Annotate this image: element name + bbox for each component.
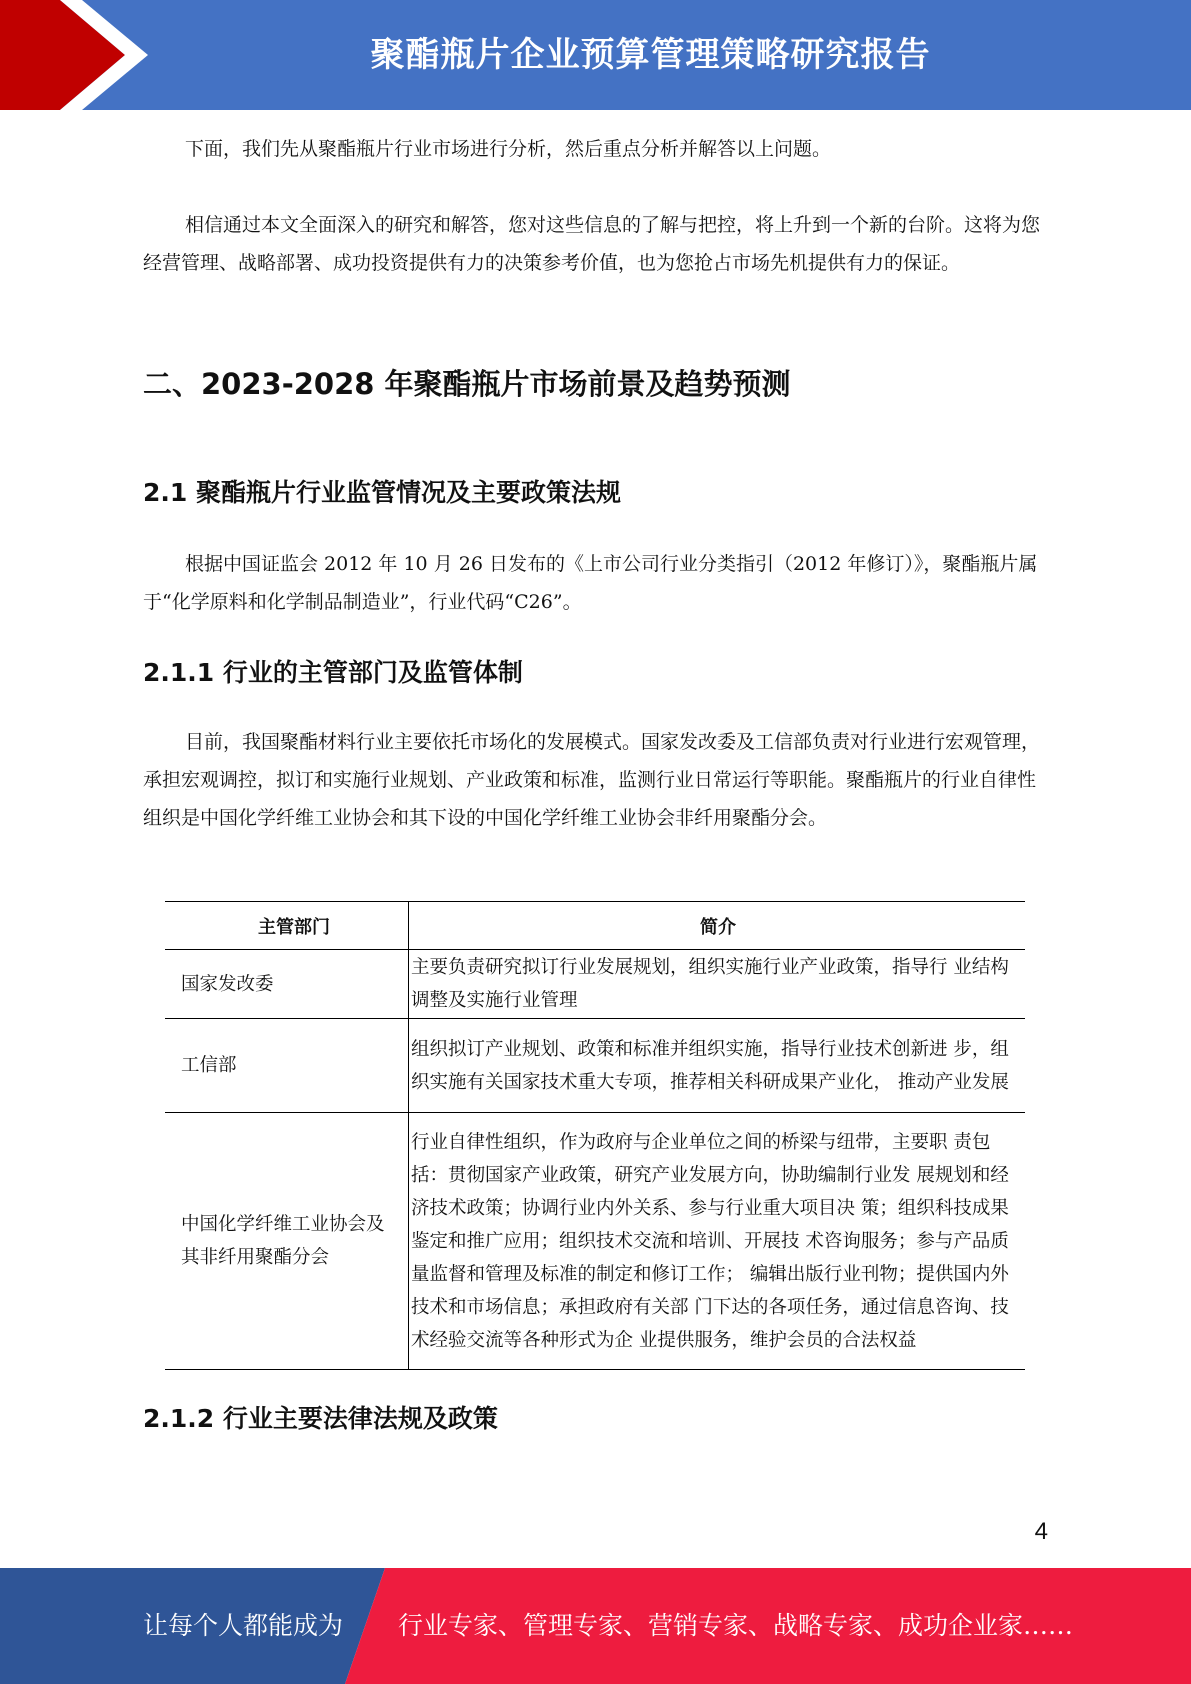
subsection-2-1-1-body bbox=[143, 723, 1045, 837]
page-header bbox=[0, 0, 1191, 110]
intro-paragraph-1: 下面，我们先从聚酯瓶片行业市场进行分析，然后重点分析并解答以上问题。 bbox=[185, 138, 832, 160]
table-cell-dept: 中国化学纤维工业协会及其非纤用聚酯分会 bbox=[165, 1113, 409, 1370]
table-header-desc: 简介 bbox=[409, 902, 1026, 950]
subsection-2-1-2-title: 2.1.2 行业主要法律法规及政策 bbox=[143, 1404, 498, 1433]
table-cell-desc: 主要负责研究拟订行业发展规划，组织实施行业产业政策，指导行 业结构调整及实施行业管理 bbox=[409, 950, 1026, 1019]
table-row bbox=[165, 1019, 1025, 1113]
page-footer bbox=[0, 1568, 1191, 1684]
table-cell-desc: 行业自律性组织，作为政府与企业单位之间的桥梁与纽带，主要职 责包括：贯彻国家产业政策，研究产业发展方向，协助编制行业发 展规划和经济技术政策；协调行业内外关系、参与行业重大项目决 策；组织科技成果鉴定和推广应用；组织技术交流和培训、开展技 术咨询服务；参与产品质量监督和管理及标准的制定和修订工作； 编辑出版行业刊物；提供国内外技术和市场信息；承担政府有关部 门下达的各项任务，通过信息咨询、技术经验交流等各种形式为企 业提供服务，维护会员的合法权益 bbox=[409, 1113, 1026, 1370]
table-cell-dept: 国家发改委 bbox=[165, 950, 409, 1019]
intro-paragraph-2: 相信通过本文全面深入的研究和解答，您对这些信息的了解与把控，将上升到一个新的台阶。这将为您经营管理、战略部署、成功投资提供有力的决策参考价值，也为您抢占市场先机提供有力的保证。 bbox=[143, 214, 1041, 274]
footer-slogan-right: 行业专家、管理专家、营销专家、战略专家、成功企业家…… bbox=[398, 1611, 1074, 1640]
table-row bbox=[165, 950, 1025, 1019]
table-header-dept: 主管部门 bbox=[165, 902, 409, 950]
subsection-2-1-body bbox=[143, 545, 1045, 621]
table-row bbox=[165, 1113, 1025, 1370]
page-number: 4 bbox=[1034, 1518, 1048, 1545]
subsection-2-1-1-paragraph: 目前，我国聚酯材料行业主要依托市场化的发展模式。国家发改委及工信部负责对行业进行宏观管理，承担宏观调控，拟订和实施行业规划、产业政策和标准，监测行业日常运行等职能。聚酯瓶片的行业自律性组织是中国化学纤维工业协会和其下设的中国化学纤维工业协会非纤用聚酯分会。 bbox=[143, 731, 1041, 829]
section-title: 二、2023-2028 年聚酯瓶片市场前景及趋势预测 bbox=[143, 367, 791, 401]
footer-slogan-left: 让每个人都能成为 bbox=[143, 1611, 344, 1640]
department-table bbox=[165, 901, 1025, 1370]
table-cell-dept: 工信部 bbox=[165, 1019, 409, 1113]
intro-section bbox=[143, 130, 1045, 282]
table-cell-desc: 组织拟订产业规划、政策和标准并组织实施，指导行业技术创新进 步，组织实施有关国家技术重大专项，推荐相关科研成果产业化， 推动产业发展 bbox=[409, 1019, 1026, 1113]
report-title: 聚酯瓶片企业预算管理策略研究报告 bbox=[370, 35, 931, 75]
table-header-row bbox=[165, 902, 1025, 950]
subsection-2-1-paragraph: 根据中国证监会 2012 年 10 月 26 日发布的《上市公司行业分类指引（2012 年修订）》，聚酯瓶片属于“化学原料和化学制品制造业”，行业代码“C26”。 bbox=[143, 553, 1038, 613]
subsection-2-1-1-title: 2.1.1 行业的主管部门及监管体制 bbox=[143, 658, 523, 687]
subsection-2-1-title: 2.1 聚酯瓶片行业监管情况及主要政策法规 bbox=[143, 478, 621, 507]
